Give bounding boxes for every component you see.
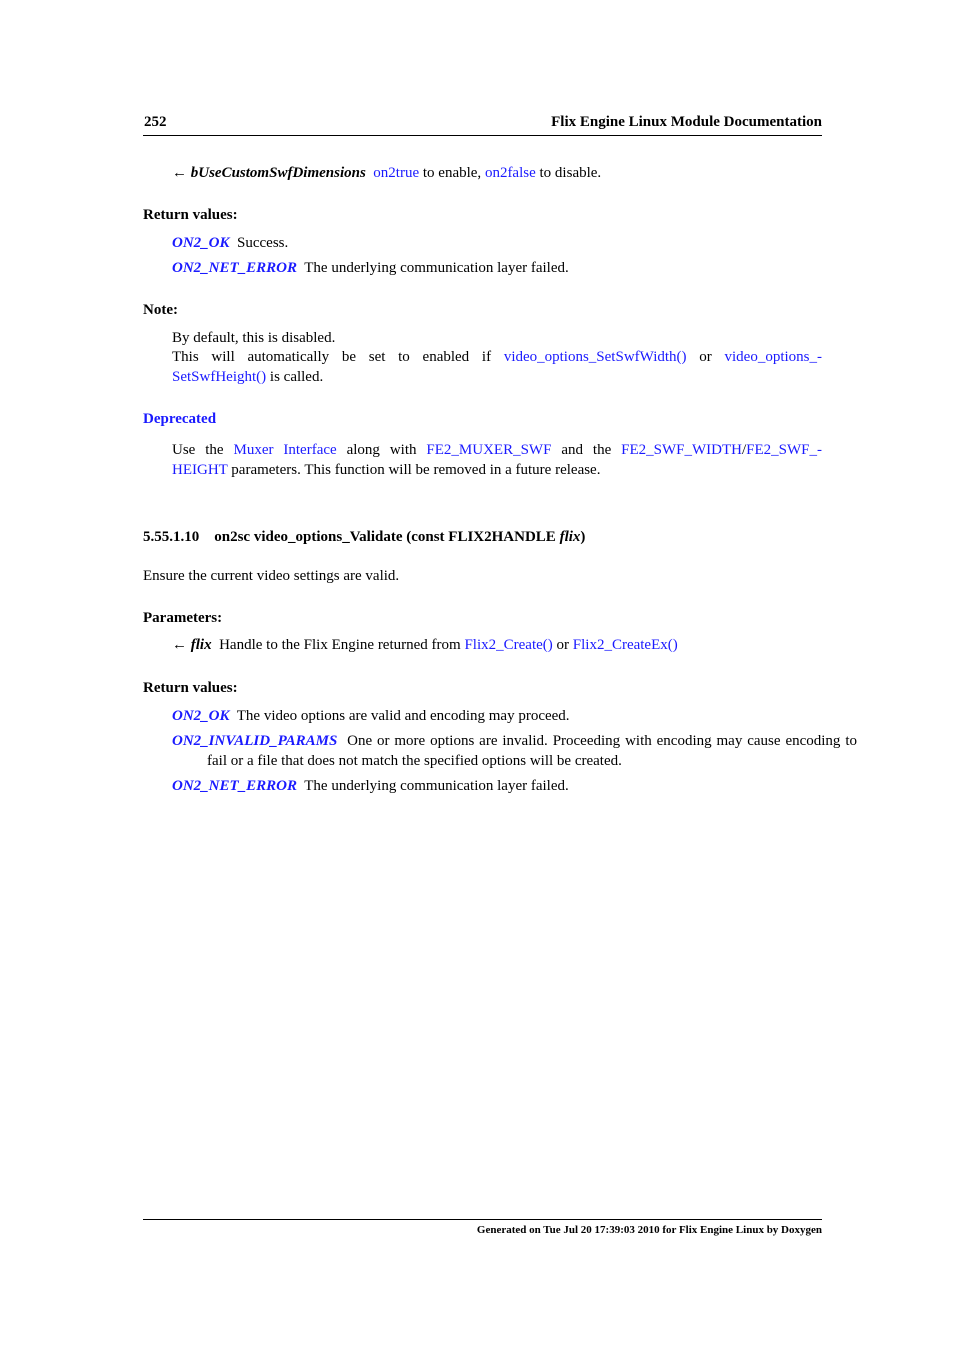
return-values-heading: Return values:	[143, 207, 238, 223]
note-text: This will automatically be set to enabled if	[172, 349, 504, 365]
return-value-item	[172, 234, 822, 254]
fe2-swf-height-link[interactable]: FE2_SWF_-HEIGHT	[172, 442, 822, 478]
note-heading: Note:	[143, 302, 178, 318]
page-footer	[143, 1219, 822, 1236]
deprecated-link[interactable]: Deprecated	[143, 411, 217, 427]
deprecated-span: along with	[336, 442, 427, 458]
set-swf-width-link[interactable]: video_options_SetSwfWidth()	[503, 349, 687, 365]
return-value-desc: One or more options are invalid. Proceeding with encoding may cause encoding to fail or a file that does not match the specified options will be created.	[207, 733, 857, 769]
return-value-item	[172, 732, 857, 771]
on2-net-error-link[interactable]: ON2_NET_ERROR	[172, 778, 298, 794]
flix2-createex-link[interactable]: Flix2_CreateEx()	[572, 637, 678, 653]
in-arrow-icon: ←	[172, 637, 187, 653]
page-number: 252	[144, 114, 167, 130]
deprecated-span: parameters. This function will be removed in a future release.	[227, 461, 601, 478]
note-text: or	[686, 349, 725, 365]
section-arg: flix	[559, 529, 581, 545]
on2false-link[interactable]: on2false	[484, 165, 536, 181]
in-arrow-icon: ←	[172, 165, 187, 181]
note-text: is called.	[266, 368, 324, 385]
return-value-desc: Success.	[237, 235, 289, 251]
running-title: Flix Engine Linux Module Documentation	[551, 114, 822, 130]
param-text: Handle to the Flix Engine returned from	[219, 637, 465, 653]
param-text: to enable,	[419, 165, 485, 181]
return-value-desc: The underlying communication layer failed.	[304, 260, 569, 276]
return-values-heading: Return values:	[143, 680, 238, 696]
flix2-create-link[interactable]: Flix2_Create()	[464, 637, 553, 653]
section-heading	[143, 527, 822, 547]
page-header	[143, 113, 822, 136]
param-text: to disable.	[535, 165, 602, 181]
parameters-heading: Parameters:	[143, 610, 223, 626]
return-value-item	[172, 259, 822, 279]
section-number: 5.55.1.10	[143, 529, 200, 545]
on2true-link[interactable]: on2true	[373, 165, 420, 181]
param-text: or	[552, 637, 573, 653]
deprecated-heading	[143, 409, 822, 429]
param-entry-buse-custom-swf	[172, 164, 822, 184]
deprecated-text	[172, 441, 822, 480]
note-line-2	[172, 348, 822, 387]
on2-ok-link[interactable]: ON2_OK	[172, 708, 230, 724]
set-swf-height-link[interactable]: video_options_-SetSwfHeight()	[172, 349, 822, 385]
deprecated-span: /	[741, 442, 747, 458]
section-description: Ensure the current video settings are valid.	[143, 568, 400, 584]
on2-invalid-params-link[interactable]: ON2_INVALID_PARAMS	[172, 733, 338, 749]
section-close: )	[580, 529, 586, 545]
deprecated-span: Use the	[172, 442, 234, 458]
param-name: flix	[190, 637, 212, 653]
deprecated-span: and the	[551, 442, 622, 458]
return-value-desc: The video options are valid and encoding may proceed.	[236, 708, 570, 724]
return-value-desc: The underlying communication layer failed.	[304, 778, 569, 794]
param-name: bUseCustomSwfDimensions	[190, 165, 366, 181]
section-signature: on2sc video_options_Validate (const FLIX2HANDLE	[214, 529, 560, 545]
on2-ok-link[interactable]: ON2_OK	[172, 235, 230, 251]
return-value-item	[172, 777, 822, 797]
note-line-1: By default, this is disabled.	[172, 330, 336, 346]
muxer-interface-link[interactable]: Muxer Interface	[233, 442, 337, 458]
on2-net-error-link[interactable]: ON2_NET_ERROR	[172, 260, 298, 276]
fe2-muxer-swf-link[interactable]: FE2_MUXER_SWF	[426, 442, 552, 458]
param-entry-flix	[172, 636, 822, 656]
footer-text: Generated on Tue Jul 20 17:39:03 2010 for Flix Engine Linux by Doxygen	[476, 1224, 822, 1236]
return-value-item	[172, 707, 822, 727]
fe2-swf-width-link[interactable]: FE2_SWF_WIDTH	[621, 442, 742, 458]
